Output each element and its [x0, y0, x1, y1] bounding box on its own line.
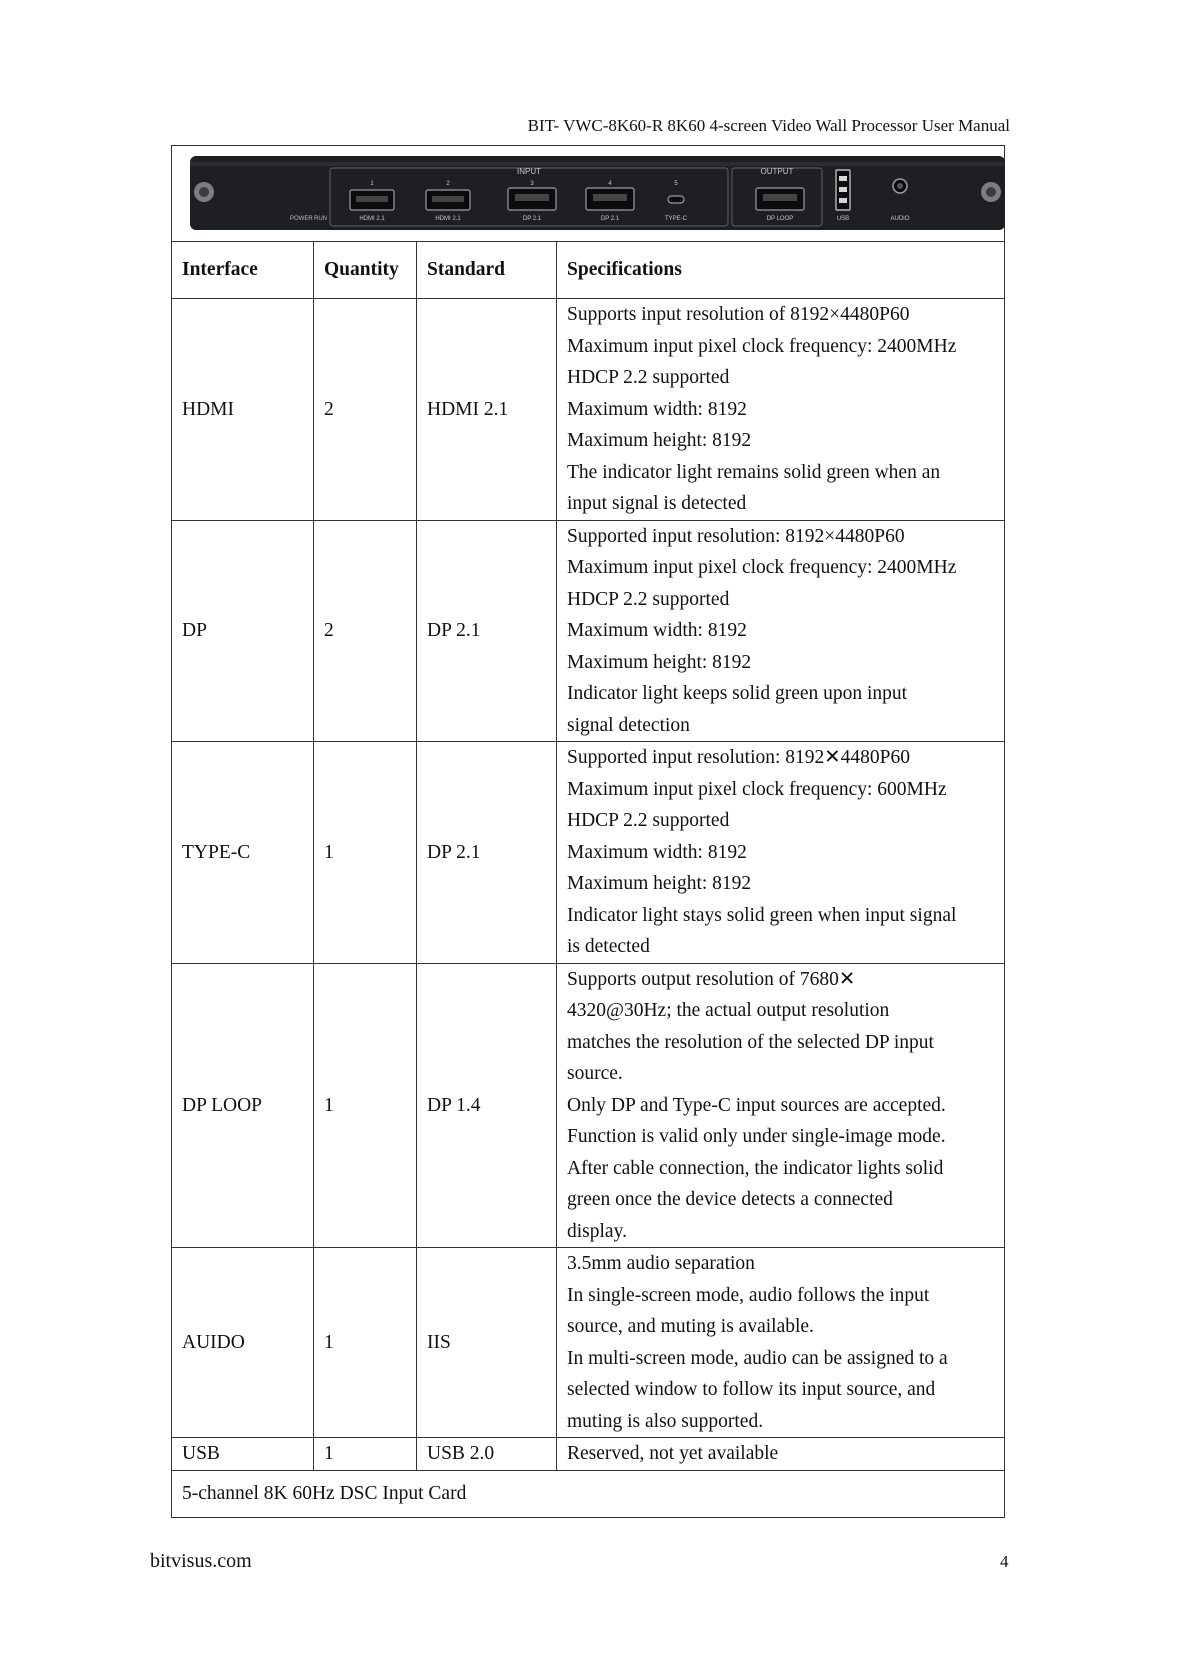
spec-line: In multi-screen mode, audio can be assigned to a: [567, 1347, 948, 1369]
spec-line: The indicator light remains solid green when an: [567, 461, 941, 483]
panel-image-row: [172, 146, 1005, 242]
spec-line: Supports input resolution of 8192×4480P60: [567, 304, 910, 325]
spec-line: Maximum width: 8192: [567, 620, 747, 641]
spec-line: Maximum input pixel clock frequency: 2400MHz: [567, 335, 957, 357]
footer-site: bitvisus.com: [150, 1550, 252, 1572]
panel-image-cell: [172, 146, 1005, 242]
spec-line: HDCP 2.2 supported: [567, 810, 730, 831]
spec-line: display.: [567, 1220, 627, 1242]
table-row: [172, 520, 1005, 742]
svg-text:DP 2.1: DP 2.1: [522, 216, 542, 222]
interface-spec-table: [171, 145, 1005, 1518]
col-header-quantity: Quantity: [314, 242, 417, 299]
page-header: BIT- VWC-8K60-R 8K60 4-screen Video Wall Processor User Manual: [527, 116, 1010, 135]
svg-text:2: 2: [446, 181, 450, 187]
spec-line: Maximum width: 8192: [567, 398, 747, 420]
spec-line: Supported input resolution: 8192✕4480P60: [567, 747, 910, 768]
col-header-standard: Standard: [417, 242, 557, 299]
spec-line: 3.5mm audio separation: [567, 1253, 755, 1274]
table-header-row: [172, 242, 1005, 299]
spec-line: is detected: [567, 936, 650, 957]
cell-standard: IIS: [417, 1248, 557, 1438]
table-row: [172, 742, 1005, 964]
cell-quantity: 1: [314, 1248, 417, 1438]
spec-line: Maximum height: 8192: [567, 430, 752, 451]
spec-line: 4320@30Hz; the actual output resolution: [567, 1000, 890, 1021]
svg-text:HDMI 2.1: HDMI 2.1: [435, 216, 461, 222]
cell-quantity: 1: [314, 742, 417, 964]
col-header-specifications: Specifications: [557, 242, 1005, 299]
cell-interface: TYPE-C: [172, 742, 314, 964]
cell-specifications: [557, 742, 1005, 964]
cell-interface: DP LOOP: [172, 963, 314, 1248]
spec-line: input signal is detected: [567, 493, 747, 514]
spec-line: matches the resolution of the selected DP input: [567, 1031, 934, 1053]
cell-specifications: [557, 1438, 1005, 1471]
cell-interface: DP: [172, 520, 314, 742]
svg-text:HDMI 2.1: HDMI 2.1: [359, 216, 385, 222]
spec-line: source, and muting is available.: [567, 1316, 814, 1337]
spec-line: Maximum input pixel clock frequency: 2400MHz: [567, 557, 957, 578]
svg-text:DP 2.1: DP 2.1: [600, 216, 620, 222]
cell-quantity: 2: [314, 299, 417, 521]
section-title-row: [172, 1470, 1005, 1517]
cell-standard: DP 1.4: [417, 963, 557, 1248]
page-number: 4: [1000, 1552, 1009, 1571]
spec-line: Reserved, not yet available: [567, 1443, 779, 1464]
spec-line: signal detection: [567, 714, 690, 736]
svg-text:5: 5: [674, 181, 678, 187]
spec-line: HDCP 2.2 supported: [567, 588, 730, 610]
spec-line: Supports output resolution of 7680✕: [567, 968, 856, 990]
cell-quantity: 1: [314, 963, 417, 1248]
spec-line: Maximum width: 8192: [567, 841, 747, 863]
run-led-label: RUN: [314, 216, 327, 222]
cell-specifications: [557, 299, 1005, 521]
power-led-label: POWER: [290, 216, 313, 222]
cell-standard: DP 2.1: [417, 520, 557, 742]
spec-line: Indicator light stays solid green when input signal: [567, 904, 957, 926]
table-row: [172, 299, 1005, 521]
spec-line: green once the device detects a connected: [567, 1189, 893, 1210]
spec-line: source.: [567, 1063, 623, 1084]
cell-interface: USB: [172, 1438, 314, 1471]
svg-text:AUDIO: AUDIO: [890, 216, 910, 222]
table-row: [172, 1248, 1005, 1438]
input-group-label: INPUT: [517, 167, 541, 176]
spec-line: In single-screen mode, audio follows the input: [567, 1284, 930, 1306]
section-title: 5-channel 8K 60Hz DSC Input Card: [172, 1470, 1005, 1517]
table-row: [172, 1438, 1005, 1471]
col-header-interface: Interface: [172, 242, 314, 299]
svg-text:4: 4: [608, 181, 612, 187]
cell-interface: HDMI: [172, 299, 314, 521]
svg-text:DP LOOP: DP LOOP: [766, 216, 794, 222]
spec-line: muting is also supported.: [567, 1410, 764, 1432]
table-row: [172, 963, 1005, 1248]
spec-line: Indicator light keeps solid green upon input: [567, 683, 908, 704]
spec-line: Maximum height: 8192: [567, 873, 752, 894]
spec-line: HDCP 2.2 supported: [567, 367, 730, 388]
spec-line: Maximum input pixel clock frequency: 600MHz: [567, 778, 947, 800]
svg-text:1: 1: [370, 181, 374, 187]
cell-quantity: 1: [314, 1438, 417, 1471]
rear-panel-image: [190, 154, 1005, 234]
svg-text:3: 3: [530, 181, 534, 187]
cell-specifications: [557, 520, 1005, 742]
cell-standard: DP 2.1: [417, 742, 557, 964]
cell-quantity: 2: [314, 520, 417, 742]
spec-line: Supported input resolution: 8192×4480P60: [567, 525, 905, 547]
output-group-label: OUTPUT: [760, 167, 794, 176]
cell-standard: USB 2.0: [417, 1438, 557, 1471]
spec-line: After cable connection, the indicator lights solid: [567, 1157, 944, 1179]
cell-specifications: [557, 1248, 1005, 1438]
cell-interface: AUIDO: [172, 1248, 314, 1438]
svg-text:TYPE-C: TYPE-C: [664, 216, 688, 222]
spec-line: Function is valid only under single-image mode.: [567, 1126, 946, 1147]
spec-line: selected window to follow its input source, and: [567, 1379, 936, 1400]
spec-line: Maximum height: 8192: [567, 651, 752, 673]
cell-standard: HDMI 2.1: [417, 299, 557, 521]
spec-line: Only DP and Type-C input sources are accepted.: [567, 1094, 946, 1116]
cell-specifications: [557, 963, 1005, 1248]
svg-text:USB: USB: [836, 216, 850, 222]
